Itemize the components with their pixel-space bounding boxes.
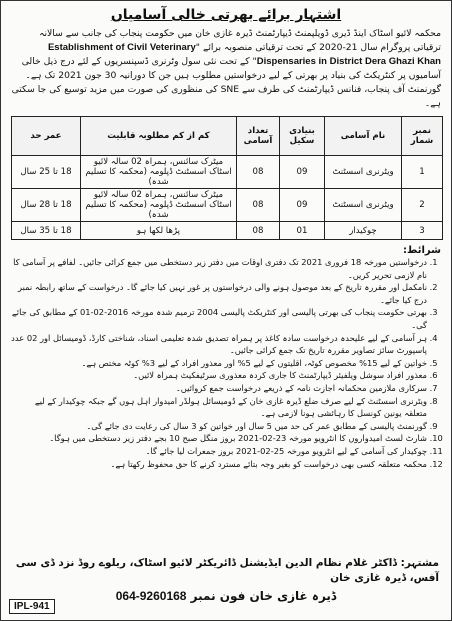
cell-age: 18 تا 25 سال [12, 156, 81, 189]
cell-serial: 3 [402, 222, 443, 240]
intro-lead: محکمہ لائیو اسٹاک اینڈ ڈیری ڈویلپمنٹ ڈیپارٹمنٹ ڈیرہ غازی خان میں حکومت پنجاب کی جانب سے سالانہ ترقیاتی پروگرام سال 21-2020 کے تحت ترقیاتی منصوبہ برائے [39, 28, 441, 53]
header-serial: نمبر شمار [402, 117, 443, 156]
term-item: 7. سرکاری ملازمین محکمانہ اجازت نامہ کے ذریعے درخواست جمع کروائیں۔ [11, 382, 427, 395]
cell-qualification: پڑھا لکھا ہو [81, 222, 237, 240]
header-post: نام آسامی [325, 117, 402, 156]
term-item: 2. نامکمل اور مقررہ تاریخ کے بعد موصول ہونے والی درخواستوں پر غور نہیں کیا جائے گا۔ درخواست کے ساتھ رابطہ نمبر درج کیا جائے۔ [11, 281, 427, 306]
table-row [12, 156, 443, 189]
cell-scale: 09 [280, 156, 325, 189]
cell-age: 18 تا 28 سال [12, 189, 81, 222]
header-qualification: کم از کم مطلوبہ قابلیت [81, 117, 237, 156]
table-header-row [12, 117, 443, 156]
footer [7, 556, 445, 614]
cell-scale: 01 [280, 222, 325, 240]
term-item: 11. چوکیدار کی آسامی کے لیے انٹرویو مورخہ 25-02-2021 بروز جمعرات لیا جائے گا۔ [11, 445, 427, 458]
term-item: 6. معذور افراد سوشل ویلفیئر ڈیپارٹمنٹ کا جاری کردہ معذوری سرٹیفکیٹ ہمراہ لائیں۔ [11, 369, 427, 382]
posts-table [11, 116, 443, 240]
cell-count: 08 [237, 222, 280, 240]
page-title: اشتہار برائے بھرتی خالی آسامیاں [110, 7, 342, 23]
cell-post: ویٹرنری اسسٹنٹ [325, 156, 402, 189]
term-item: 10. شارٹ لسٹ امیدواروں کا انٹرویو مورخہ 23-02-2021 بروز منگل صبح 10 بجے دفتر زیر دستخطی میں ہوگا۔ [11, 432, 427, 445]
term-item: 8. ویٹرنری اسسٹنٹ کے لیے صرف ضلع ڈیرہ غازی خان کے ڈومیسائل ہولڈر امیدوار اہل ہوں گے جبکہ چوکیدار کے لیے متعلقہ یونین کونسل کا رہائشی ہونا لازمی ہے۔ [11, 395, 427, 420]
cell-age: 18 تا 35 سال [12, 222, 81, 240]
cell-count: 08 [237, 189, 280, 222]
intro-paragraph: محکمہ لائیو اسٹاک اینڈ ڈیری ڈویلپمنٹ ڈیپارٹمنٹ ڈیرہ غازی خان میں حکومت پنجاب کی جانب سے سالانہ ترقیاتی پروگرام سال 21-2020 کے تحت ترقیاتی منصوبہ برائے "Establishment of Civil Veterinary Dispensaries in District Dera Ghazi Khan" کے تحت نئی سول وٹرنری ڈسپنسریوں کے لئے درج ذیل خالی آسامیوں پر کنٹریکٹ کی بنیاد پر بھرتی کے لیے درخواستیں مطلوب ہیں جن کا دورانیہ 30 جون 2021 تک ہے۔ گورنمنٹ آف پنجاب، فنانس ڈیپارٹمنٹ کی طرف سے SNE کی منظوری کی صورت میں مزید توسیع کی جا سکتی ہے۔ [11, 28, 441, 109]
advertiser-address: مشتہر: ڈاکٹر غلام نظام الدین ایڈیشنل ڈائریکٹر لائیو اسٹاک، ریلوے روڈ نزد ڈی سی آفس، ڈیرہ غازی خان [15, 557, 439, 584]
term-item: 12. محکمہ متعلقہ کسی بھی درخواست کو بغیر وجہ بتائے مسترد کرنے کا حق محفوظ رکھتا ہے۔ [11, 458, 427, 471]
phone-line [7, 589, 445, 603]
project-name: Establishment of Civil Veterinary Dispensaries in District Dera Ghazi Khan [47, 42, 441, 67]
terms-list [11, 256, 441, 470]
ipl-code: IPL-941 [9, 599, 55, 614]
cell-qualification: میٹرک سائنس، ہمراہ 02 سالہ لائیو اسٹاک اسسٹنٹ ڈپلومہ (محکمہ کا تسلیم شدہ) [81, 189, 237, 222]
phone-label: ڈیرہ غازی خان فون نمبر [190, 589, 337, 603]
term-item: 1. درخواستیں مورخہ 18 فروری 2021 تک دفتری اوقات میں دفتر زیر دستخطی میں جمع کرائی جائیں۔ لفافے پر آسامی کا نام لازمی تحریر کریں۔ [11, 256, 427, 281]
intro-rest: کے تحت نئی سول وٹرنری ڈسپنسریوں کے لئے درج ذیل خالی آسامیوں پر کنٹریکٹ کی بنیاد پر بھرتی کے لیے درخواستیں مطلوب ہیں جن کا دورانیہ 30 جون 2021 تک ہے۔ گورنمنٹ آف پنجاب، فنانس ڈیپارٹمنٹ کی طرف سے SNE کی منظوری کی صورت میں مزید توسیع کی جا سکتی ہے۔ [11, 56, 441, 109]
cell-post: ویٹرنری اسسٹنٹ [325, 189, 402, 222]
cell-count: 08 [237, 156, 280, 189]
term-item: 3. بھرتی حکومت پنجاب کی بھرتی پالیسی اور کنٹریکٹ پالیسی 2004 ترمیم شدہ مورخہ 2016-02-01 کے مطابق کی جائے گی۔ [11, 306, 427, 331]
table-row [12, 222, 443, 240]
cell-scale: 09 [280, 189, 325, 222]
cell-post: چوکیدار [325, 222, 402, 240]
header-count: تعداد آسامی [237, 117, 280, 156]
term-item: 5. خواتین کے لیے 15% مخصوص کوٹہ، اقلیتوں کے لیے 5% اور معذور افراد کے لیے 3% کوٹہ مختص ہے۔ [11, 357, 427, 370]
header-scale: بنیادی سکیل [280, 117, 325, 156]
term-item: 4. ہر آسامی کے لیے علیحدہ درخواست سادہ کاغذ پر ہمراہ تصدیق شدہ تعلیمی اسناد، شناختی کارڈ، ڈومیسائل اور 02 عدد پاسپورٹ سائز تصاویر مقررہ تاریخ تک جمع کرائی جائیں۔ [11, 332, 427, 357]
cell-serial: 1 [402, 156, 443, 189]
term-item: 9. گورنمنٹ پالیسی کے مطابق عمر کی حد میں 5 سال اور خواتین کو 3 سال کی رعایت دی جائے گی۔ [11, 420, 427, 433]
cell-serial: 2 [402, 189, 443, 222]
header-age: عمر حد [12, 117, 81, 156]
cell-qualification: میٹرک سائنس، ہمراہ 02 سالہ لائیو اسٹاک اسسٹنٹ ڈپلومہ (محکمہ کا تسلیم شدہ) [81, 156, 237, 189]
phone-number: 064-9260168 [115, 589, 187, 603]
terms-heading: شرائط: [403, 245, 441, 256]
table-row [12, 189, 443, 222]
